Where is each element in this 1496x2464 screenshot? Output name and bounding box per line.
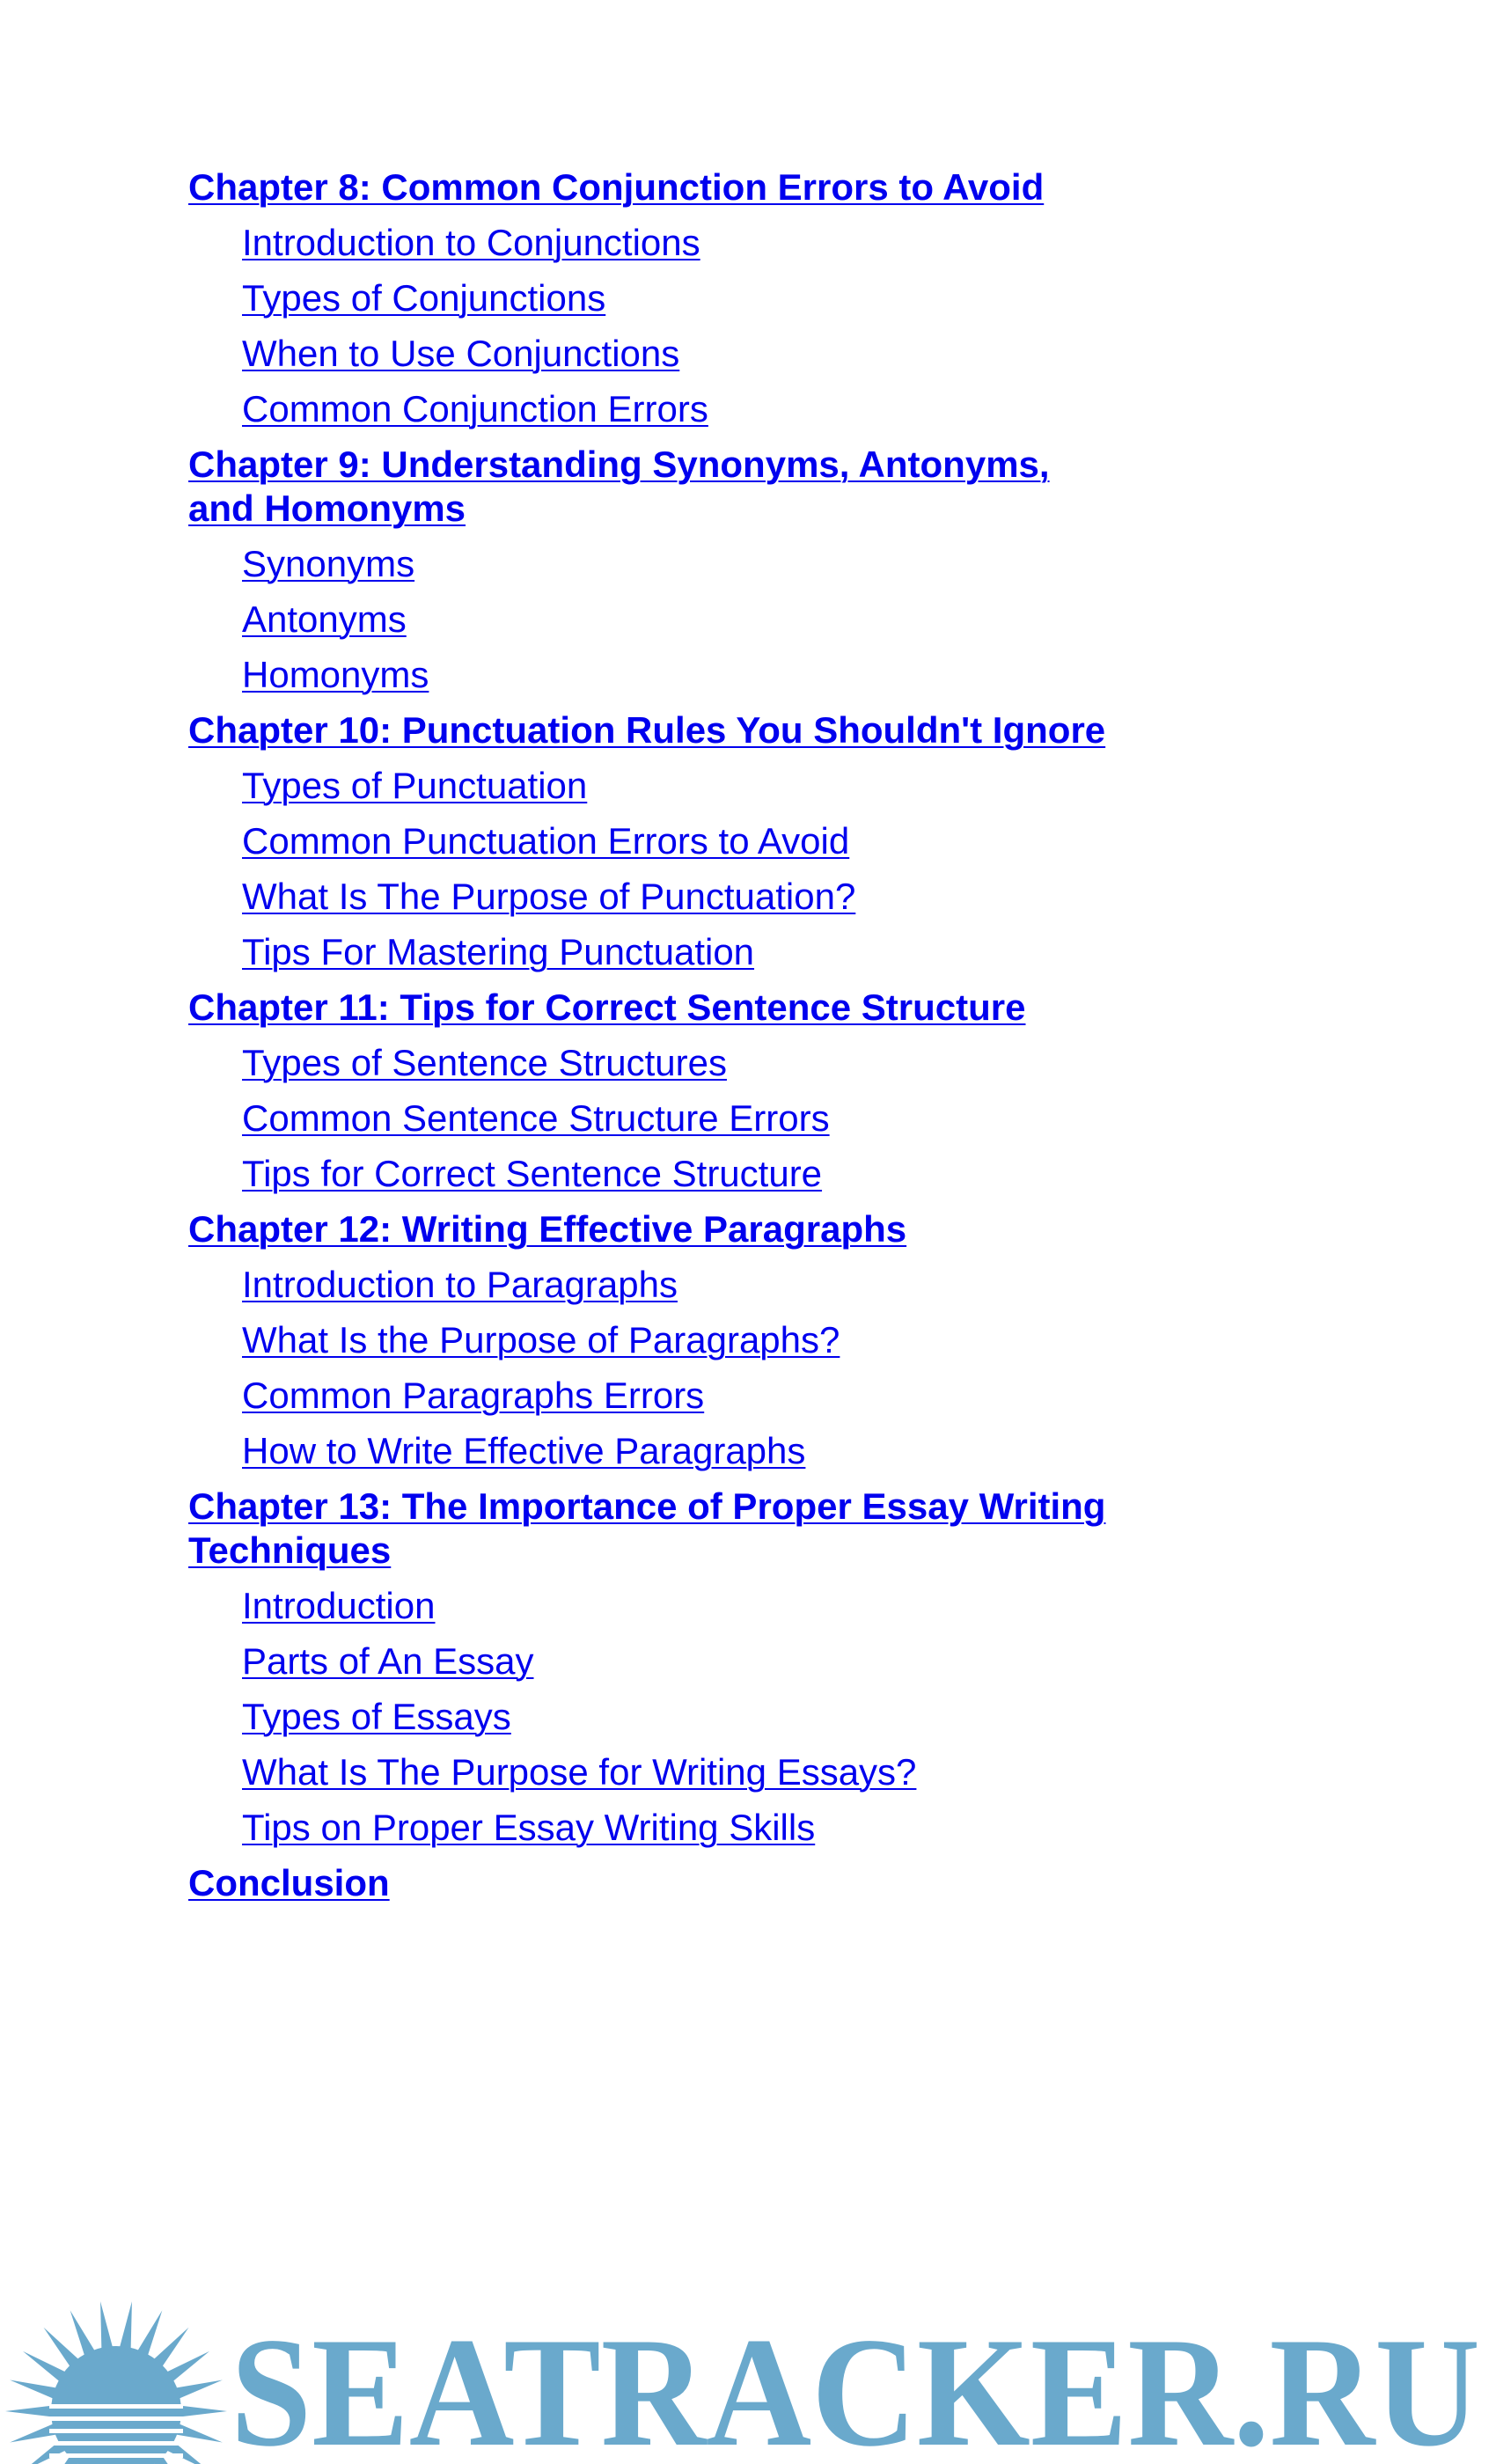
sun-ray bbox=[166, 2351, 209, 2382]
sun-burst-icon bbox=[5, 2301, 227, 2464]
sun-ray bbox=[43, 2328, 78, 2367]
toc-chapter-link[interactable]: Chapter 9: Understanding Synonyms, Antonyms, and Homonyms bbox=[188, 444, 1050, 529]
sun-ray bbox=[137, 2310, 162, 2356]
toc-section-link[interactable]: What Is The Purpose of Punctuation? bbox=[242, 876, 856, 917]
toc-section-link[interactable]: When to Use Conjunctions bbox=[242, 333, 680, 374]
toc-section-link[interactable]: Common Sentence Structure Errors bbox=[242, 1097, 830, 1139]
toc-section-link[interactable]: Common Punctuation Errors to Avoid bbox=[242, 820, 850, 862]
sun-ray bbox=[70, 2310, 95, 2356]
toc-section-link[interactable]: Common Paragraphs Errors bbox=[242, 1375, 705, 1416]
sun-stripe bbox=[49, 2404, 183, 2409]
toc-chapter-link[interactable]: Chapter 12: Writing Effective Paragraphs bbox=[188, 1208, 907, 1250]
sun-ray bbox=[120, 2301, 132, 2350]
toc-section-link[interactable]: Introduction to Paragraphs bbox=[242, 1264, 678, 1305]
toc-section-link[interactable]: What Is The Purpose for Writing Essays? bbox=[242, 1751, 917, 1793]
sun-stripe bbox=[49, 2429, 183, 2433]
toc-section-link[interactable]: What Is the Purpose of Paragraphs? bbox=[242, 1319, 840, 1360]
toc-section-link[interactable]: Tips for Correct Sentence Structure bbox=[242, 1153, 823, 1194]
sun-ray bbox=[10, 2380, 57, 2400]
toc-chapter-link[interactable]: Chapter 11: Tips for Correct Sentence Structure bbox=[188, 986, 1026, 1028]
toc-section-link[interactable]: Types of Conjunctions bbox=[242, 277, 606, 319]
toc-chapter-link[interactable]: Chapter 13: The Importance of Proper Essay Writing Techniques bbox=[188, 1485, 1106, 1571]
sun-ray bbox=[100, 2301, 113, 2350]
toc-section-link[interactable]: Homonyms bbox=[242, 654, 429, 695]
toc-section-link[interactable]: Tips on Proper Essay Writing Skills bbox=[242, 1807, 816, 1848]
sun-ray bbox=[180, 2406, 227, 2417]
toc-section-link[interactable]: Common Conjunction Errors bbox=[242, 388, 708, 429]
sun-ray bbox=[5, 2406, 53, 2417]
sun-ray bbox=[23, 2351, 66, 2382]
sun-stripe bbox=[49, 2441, 183, 2446]
toc-section-link[interactable]: Types of Essays bbox=[242, 1696, 511, 1737]
toc-chapter-link[interactable]: Chapter 8: Common Conjunction Errors to Avoid bbox=[188, 166, 1045, 208]
toc-section-link[interactable]: Types of Punctuation bbox=[242, 765, 588, 806]
toc-section-link[interactable]: Antonyms bbox=[242, 598, 407, 640]
toc-chapter-link[interactable]: Chapter 10: Punctuation Rules You Shouldn't Ignore bbox=[188, 709, 1106, 751]
toc-section-link[interactable]: Introduction bbox=[242, 1585, 436, 1626]
toc-section-link[interactable]: Tips For Mastering Punctuation bbox=[242, 931, 755, 972]
toc-section-link[interactable]: Introduction to Conjunctions bbox=[242, 222, 700, 263]
toc-section-link[interactable]: Synonyms bbox=[242, 543, 415, 584]
table-of-contents bbox=[188, 165, 1332, 1917]
toc-section-link[interactable]: Parts of An Essay bbox=[242, 1640, 534, 1682]
sun-stripe bbox=[49, 2416, 183, 2421]
toc-section-link[interactable]: Types of Sentence Structures bbox=[242, 1042, 727, 1083]
sun-ray bbox=[175, 2380, 223, 2400]
watermark-graphic bbox=[0, 2235, 1496, 2464]
sun-ray bbox=[153, 2328, 188, 2367]
toc-chapter-link[interactable]: Conclusion bbox=[188, 1862, 390, 1903]
watermark bbox=[0, 2235, 1496, 2464]
watermark-text: SEATRACKER.RU bbox=[231, 2305, 1480, 2464]
sun-stripe bbox=[49, 2453, 183, 2458]
toc-section-link[interactable]: How to Write Effective Paragraphs bbox=[242, 1430, 806, 1471]
